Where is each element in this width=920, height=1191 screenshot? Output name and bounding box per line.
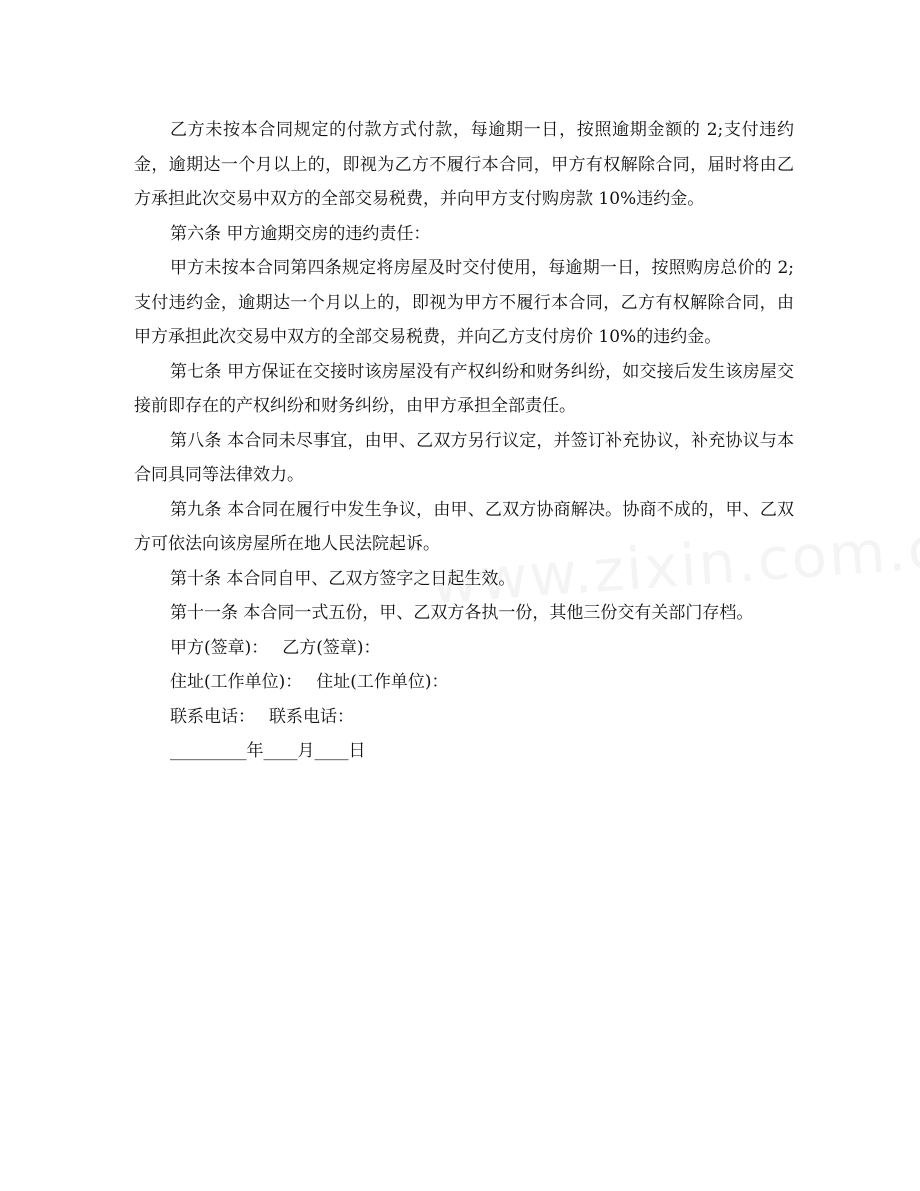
date-line: _________年____月____日 <box>170 741 366 761</box>
contract-body <box>134 113 794 769</box>
signature-line <box>134 631 794 666</box>
clause-10: 第十条 本合同自甲、乙双方签字之日起生效。 <box>170 568 516 589</box>
party-a-signature-label: 甲方(签章)： <box>170 637 269 658</box>
clause-heading-6: 第六条 甲方逾期交房的违约责任： <box>170 223 431 244</box>
clause-11: 第十一条 本合同一式五份，甲、乙双方各执一份，其他三份交有关部门存档。 <box>170 603 754 623</box>
clause-9: 第九条 本合同在履行中发生争议，由甲、乙双方协商解决。协商不成的，甲、乙双方可依法向该房屋所在地人民法院起诉。 <box>134 499 794 554</box>
clause-paragraph: 乙方未按本合同规定的付款方式付款，每逾期一日，按照逾期金额的 2;支付违约金，逾期达一个月以上的，即视为乙方不履行本合同，甲方有权解除合同，届时将由乙方承担此次交易中双方的全部交易税费，并向甲方支付购房款 10%违约金。 <box>134 120 794 209</box>
clause-7: 第七条 甲方保证在交接时该房屋没有产权纠纷和财务纠纷，如交接后发生该房屋交接前即存在的产权纠纷和财务纠纷，由甲方承担全部责任。 <box>134 361 794 416</box>
clause-paragraph: 甲方未按本合同第四条规定将房屋及时交付使用，每逾期一日，按照购房总价的 2;支付违约金，逾期达一个月以上的，即视为甲方不履行本合同，乙方有权解除合同，由甲方承担此次交易中双方的全部交易税费，并向乙方支付房价 10%的违约金。 <box>134 258 794 347</box>
address-line <box>134 665 794 700</box>
clause-8: 第八条 本合同未尽事宜，由甲、乙双方另行议定，并签订补充协议，补充协议与本合同具同等法律效力。 <box>134 430 794 485</box>
party-a-address-label: 住址(工作单位)： <box>170 672 303 692</box>
party-a-phone-label: 联系电话： <box>170 706 255 727</box>
party-b-phone-label: 联系电话： <box>269 706 354 727</box>
party-b-signature-label: 乙方(签章)： <box>282 637 381 658</box>
phone-line <box>134 700 794 735</box>
party-b-address-label: 住址(工作单位)： <box>316 672 449 692</box>
